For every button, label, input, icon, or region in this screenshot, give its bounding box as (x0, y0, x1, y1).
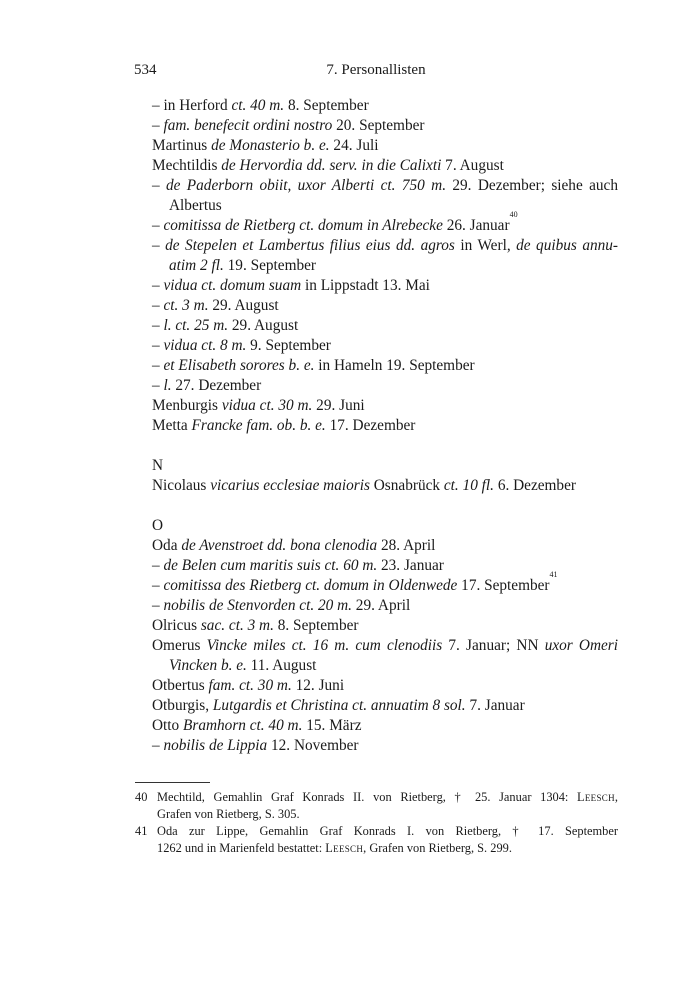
register-line (152, 716, 618, 736)
italic-text: fam. benefecit ordini nostro (163, 117, 333, 134)
text-span: – (152, 597, 164, 614)
text-span: 29. August (228, 317, 299, 334)
text-span: 29. April (351, 597, 411, 614)
register-line (152, 616, 618, 636)
footnotes (135, 789, 618, 857)
register-line (152, 96, 618, 116)
footnote (135, 823, 618, 857)
register-line (152, 570, 618, 596)
text-span: 26. Januar (442, 217, 510, 234)
italic-text: Lutgardis et Christina ct. annuatim 8 sol. (212, 697, 466, 714)
text-span: 17. Dezember (325, 417, 416, 434)
italic-text: sac. ct. 3 m. (200, 617, 274, 634)
text-span: Oda zur Lippe, Gemahlin Graf Konrads I. von Rietberg, † 17. September (157, 824, 618, 838)
text-span: Olricus (152, 617, 201, 634)
italic-text: nobilis de Lippia (163, 737, 268, 754)
text-span: 12. November (267, 737, 359, 754)
text-span: O (152, 517, 164, 534)
register-line (152, 136, 618, 156)
text-span: , Grafen von Rietberg, S. 299. (363, 841, 512, 855)
footnote-line (157, 806, 618, 823)
text-span: 11. August (246, 657, 317, 674)
italic-text: de Stepelen et Lambertus filius eius dd. agros (165, 237, 455, 254)
register-line (152, 256, 618, 276)
register-line (152, 696, 618, 716)
text-span: Otto (152, 717, 184, 734)
text-span: Osnabrück (369, 477, 444, 494)
text-span: Mechtild, Gemahlin Graf Konrads II. von Rietberg, † 25. Januar 1304: (157, 790, 578, 804)
italic-text: nobilis de Stenvorden ct. 20 m. (163, 597, 352, 614)
page-number: 534 (134, 62, 157, 78)
text-span: Metta (152, 417, 192, 434)
text-span: Oda (152, 537, 182, 554)
italic-text: Vincke miles ct. 16 m. cum clenodiis (206, 637, 443, 654)
footnote-number: 41 (135, 824, 148, 838)
section-letter (152, 516, 618, 536)
footnote-marker: 41 (549, 570, 558, 579)
blank-line (152, 496, 618, 516)
footnote-line (157, 823, 618, 840)
italic-text: uxor Omeri (544, 637, 618, 654)
text-span: – in Herford (152, 97, 232, 114)
text-span: – (152, 377, 164, 394)
footnote-separator (135, 782, 210, 783)
text-span: 7. Januar; NN (442, 637, 545, 654)
text-span: 28. April (377, 537, 436, 554)
register-line (152, 156, 618, 176)
register-line (152, 636, 618, 656)
text-span: in Lippstadt 13. Mai (301, 277, 430, 294)
text-span: 8. September (273, 617, 359, 634)
register-line (152, 236, 618, 256)
register-line (152, 196, 618, 216)
small-caps-text: Leesch (577, 790, 615, 804)
register-line (152, 356, 618, 376)
text-span: Menburgis (152, 397, 222, 414)
italic-text: Bramhorn ct. 40 m. (183, 717, 303, 734)
italic-text: de Hervordia dd. serv. in die Calixti (221, 157, 442, 174)
text-span: 15. März (302, 717, 362, 734)
footnote-line (157, 789, 618, 806)
text-span: 7. August (441, 157, 504, 174)
italic-text: de Belen cum maritis suis ct. 60 m. (163, 557, 378, 574)
text-span: – (152, 217, 164, 234)
text-span: 19. September (223, 257, 317, 274)
italic-text: et Elisabeth sorores b. e. (163, 357, 315, 374)
text-span: in Hameln 19. September (314, 357, 475, 374)
text-span: – (152, 237, 166, 254)
text-span: N (152, 457, 164, 474)
text-span: 20. September (332, 117, 425, 134)
footnote-line (157, 840, 618, 857)
register-entries (152, 96, 618, 756)
register-line (152, 536, 618, 556)
text-span: Otbertus (152, 677, 209, 694)
text-span: in Werl, (454, 237, 517, 254)
blank-line (152, 436, 618, 456)
text-span: Nicolaus (152, 477, 211, 494)
italic-text: comitissa de Rietberg ct. domum in Alrebecke (163, 217, 443, 234)
italic-text: de Monasterio b. e. (211, 137, 330, 154)
text-span: 9. September (246, 337, 331, 354)
italic-text: ct. 40 m. (231, 97, 285, 114)
text-span: – (152, 357, 164, 374)
text-span: , (614, 790, 618, 804)
running-head: 7. Personallisten (326, 62, 426, 78)
italic-text: de Avenstroet dd. bona clenodia (181, 537, 378, 554)
register-line (152, 296, 618, 316)
text-span: 23. Januar (377, 557, 444, 574)
register-line (152, 336, 618, 356)
section-letter (152, 456, 618, 476)
register-line (152, 676, 618, 696)
text-span: 12. Juni (291, 677, 345, 694)
italic-text: vidua ct. 30 m. (221, 397, 313, 414)
small-caps-text: Leesch (325, 841, 364, 855)
register-line (152, 176, 618, 196)
register-line (152, 376, 618, 396)
italic-text: comitissa des Rietberg ct. domum in Oldenwede (163, 577, 458, 594)
italic-text: l. ct. 25 m. (163, 317, 229, 334)
text-span: Omerus (152, 637, 207, 654)
italic-text: ct. 3 m. (163, 297, 209, 314)
italic-text: l. (163, 377, 172, 394)
register-line (152, 416, 618, 436)
text-span: 7. Januar (465, 697, 525, 714)
text-span: Martinus (152, 137, 212, 154)
text-span: 17. September (457, 577, 550, 594)
text-span: Albertus (169, 197, 222, 214)
text-span: – (152, 737, 164, 754)
text-span: Otburgis, (152, 697, 213, 714)
text-span: – (152, 177, 167, 194)
register-line (152, 596, 618, 616)
register-line (152, 276, 618, 296)
italic-text: fam. ct. 30 m. (208, 677, 292, 694)
italic-text: vicarius ecclesiae maioris (210, 477, 370, 494)
register-line (152, 116, 618, 136)
page-header (134, 62, 618, 84)
text-span: 1262 und in Marienfeld bestattet: (157, 841, 326, 855)
register-line (152, 656, 618, 676)
italic-text: Vincken b. e. (169, 657, 247, 674)
text-span: – (152, 337, 164, 354)
text-span: 8. September (284, 97, 369, 114)
text-span: – (152, 317, 164, 334)
text-span: Mechtildis (152, 157, 222, 174)
text-span: – (152, 297, 164, 314)
text-span: 29. August (208, 297, 279, 314)
text-span: 6. Dezember (494, 477, 576, 494)
text-span: – (152, 117, 164, 134)
italic-text: Francke fam. ob. b. e. (191, 417, 326, 434)
italic-text: ct. 10 fl. (443, 477, 494, 494)
italic-text: atim 2 fl. (169, 257, 224, 274)
register-line (152, 396, 618, 416)
italic-text: de quibus annu- (516, 237, 619, 254)
italic-text: de Paderborn obiit, uxor Alberti ct. 750 m. (166, 177, 447, 194)
footnote-number: 40 (135, 790, 148, 804)
register-line (152, 316, 618, 336)
text-span: 27. Dezember (171, 377, 262, 394)
text-span: – (152, 577, 164, 594)
italic-text: vidua ct. domum suam (163, 277, 302, 294)
text-span: Grafen von Rietberg, S. 305. (157, 807, 300, 821)
footnote (135, 789, 618, 823)
footnote-marker: 40 (509, 210, 518, 219)
italic-text: vidua ct. 8 m. (163, 337, 247, 354)
text-span: – (152, 277, 164, 294)
register-line (152, 736, 618, 756)
register-line (152, 556, 618, 576)
text-span: 29. Juni (312, 397, 365, 414)
register-line (152, 476, 618, 496)
text-span: 29. Dezember; siehe auch (446, 177, 618, 194)
register-line (152, 210, 618, 236)
text-span: – (152, 557, 164, 574)
text-span: 24. Juli (329, 137, 379, 154)
